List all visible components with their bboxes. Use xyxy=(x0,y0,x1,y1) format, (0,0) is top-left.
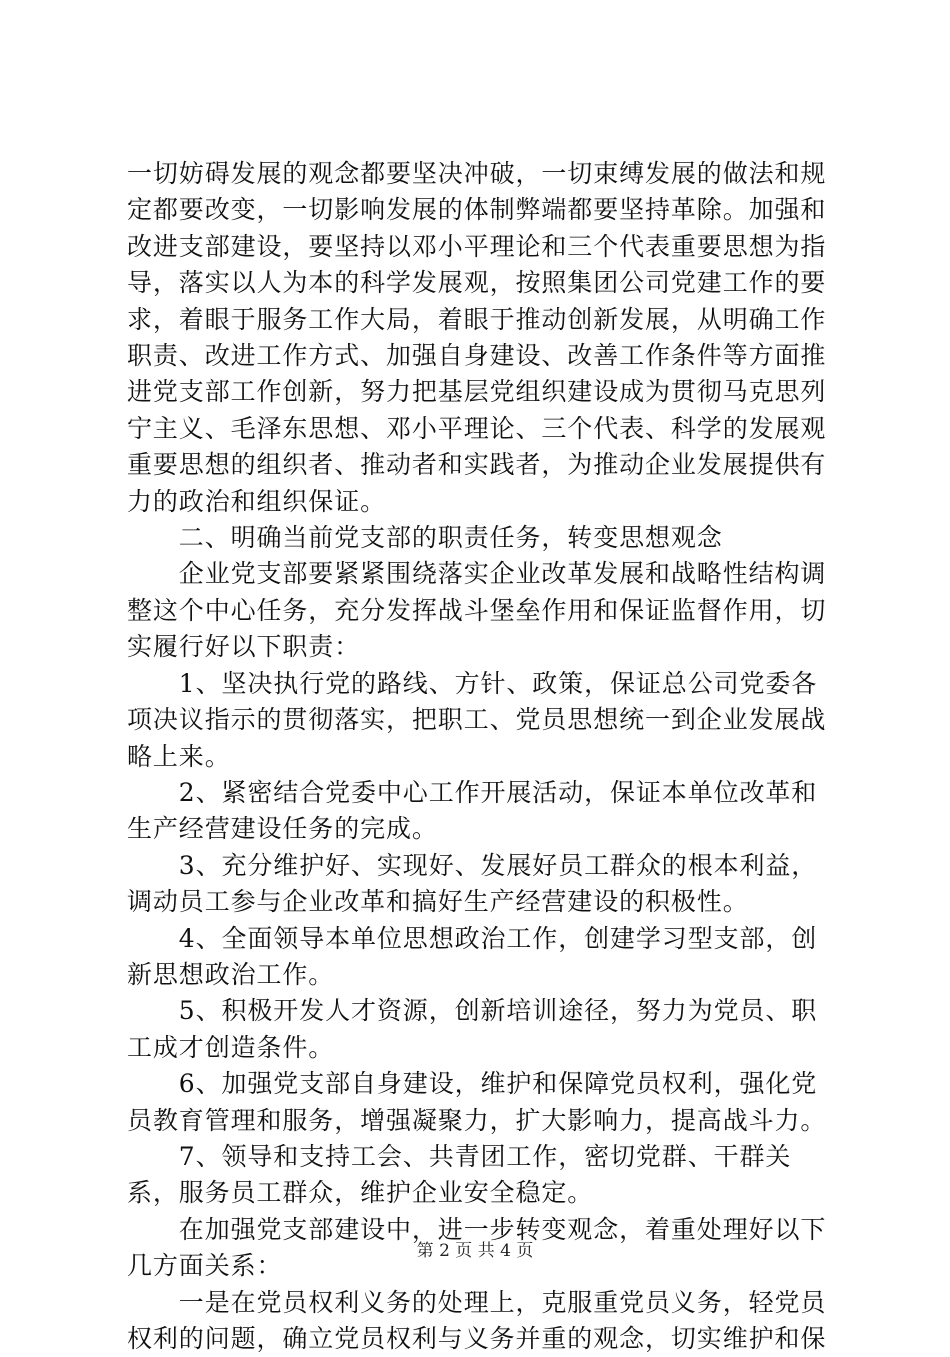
duty-item-5: 5、积极开发人才资源，创新培训途径，努力为党员、职工成才创造条件。 xyxy=(127,996,818,1062)
paragraph-continuation: 一切妨碍发展的观念都要坚决冲破，一切束缚发展的做法和规定都要改变，一切影响发展的体制弊端都要坚持革除。加强和改进支部建设，要坚持以邓小平理论和三个代表重要思想为指导，落实以人为本的科学发展观，按照集团公司党建工作的要求，着眼于服务工作大局，着眼于推动创新发展，从明确工作职责、改进工作方式、加强自身建设、改善工作条件等方面推进党支部工作创新，努力把基层党组织建设成为贯彻马克思列宁主义、毛泽东思想、邓小平理论、三个代表、科学的发展观重要思想的组织者、推动者和实践者，为推动企业发展提供有力的政治和组织保证。 xyxy=(127,159,827,516)
duty-item-3: 3、充分维护好、实现好、发展好员工群众的根本利益，调动员工参与企业改革和搞好生产经营建设的积极性。 xyxy=(127,850,818,917)
section-heading-2: 二、明确当前党支部的职责任务，转变思想观念 xyxy=(127,523,723,553)
page-number-footer: 第 2 页 共 4 页 xyxy=(416,1241,534,1261)
paragraph-intro: 企业党支部要紧紧围绕落实企业改革发展和战略性结构调整这个中心任务，充分发挥战斗堡垒作用和保证监督作用，切实履行好以下职责： xyxy=(127,559,827,662)
document-body xyxy=(127,156,827,1357)
duty-item-6: 6、加强党支部自身建设，维护和保障党员权利，强化党员教育管理和服务，增强凝聚力，扩大影响力，提高战斗力。 xyxy=(127,1069,827,1135)
duty-item-7: 7、领导和支持工会、共青团工作，密切党群、干群关系，服务员工群众，维护企业安全稳定。 xyxy=(127,1141,792,1208)
paragraph-relations: 在加强党支部建设中，进一步转变观念，着重处理好以下几方面关系： xyxy=(127,1214,827,1281)
paragraph-point-one: 一是在党员权利义务的处理上，克服重党员义务，轻党员权利的问题，确立党员权利与义务并重的观念，切实维护和保 xyxy=(127,1287,827,1353)
duty-item-1: 1、坚决执行党的路线、方针、政策，保证总公司党委各项决议指示的贯彻落实，把职工、党员思想统一到企业发展战略上来。 xyxy=(127,668,827,771)
duty-item-4: 4、全面领导本单位思想政治工作，创建学习型支部，创新思想政治工作。 xyxy=(127,923,818,989)
duty-item-2: 2、紧密结合党委中心工作开展活动，保证本单位改革和生产经营建设任务的完成。 xyxy=(127,777,818,844)
